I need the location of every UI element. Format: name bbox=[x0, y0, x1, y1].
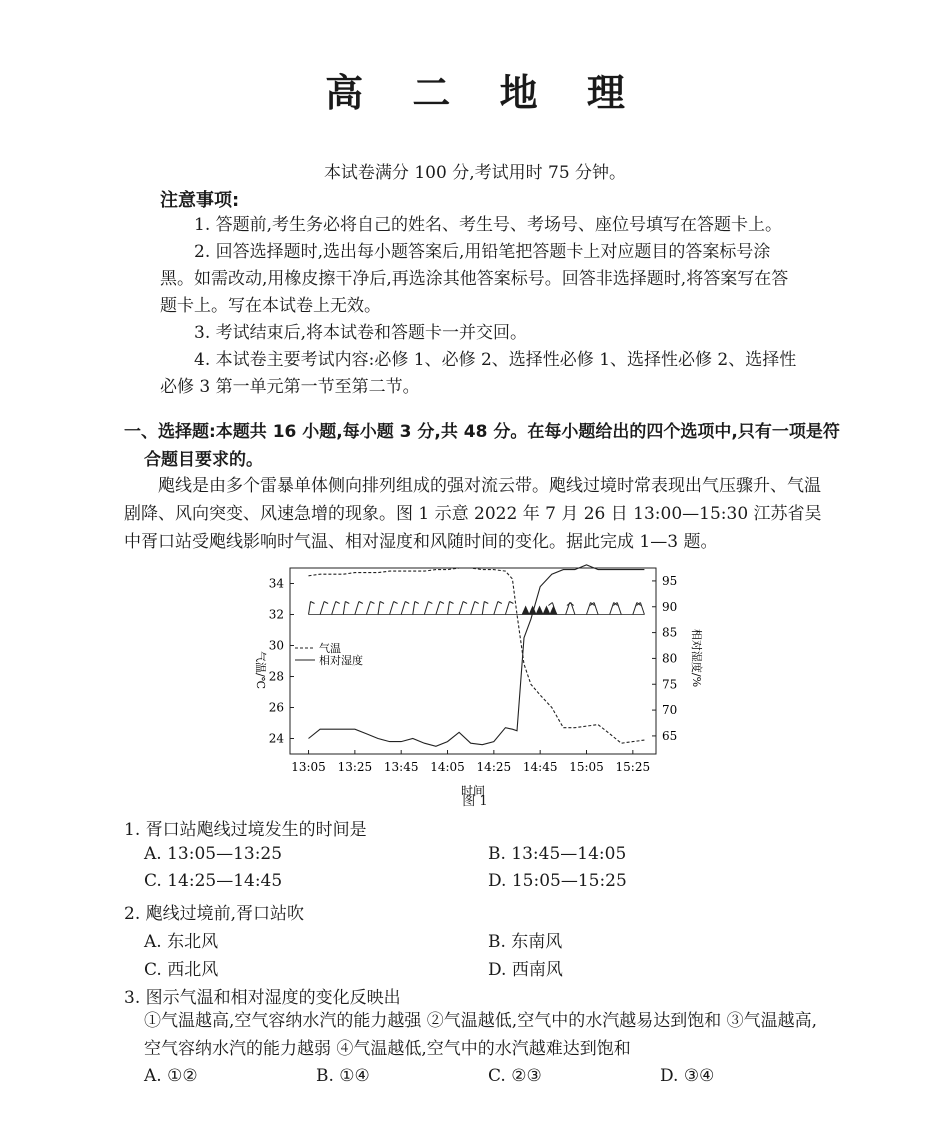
x-axis-label: 时间 bbox=[460, 784, 486, 798]
notice-heading: 注意事项: bbox=[160, 190, 240, 211]
wind-barb bbox=[571, 603, 575, 615]
y-left-tick-label: 34 bbox=[268, 576, 284, 591]
wind-barb bbox=[482, 602, 484, 615]
wind-barb bbox=[633, 603, 637, 615]
wind-barb bbox=[459, 602, 463, 615]
y-right-tick-label: 95 bbox=[662, 573, 678, 588]
wind-flag bbox=[542, 606, 550, 615]
wind-barb bbox=[617, 603, 621, 615]
notice-item: 1. 答题前,考生务必将自己的姓名、考生号、考场号、座位号填写在答题卡上。 bbox=[194, 215, 783, 235]
y-right-tick-label: 65 bbox=[662, 728, 678, 743]
x-tick-label: 13:05 bbox=[291, 760, 326, 774]
wind-barb bbox=[366, 602, 370, 615]
wind-barb bbox=[309, 602, 311, 615]
wind-flag bbox=[536, 606, 544, 615]
y-right-tick-label: 70 bbox=[662, 703, 678, 718]
y-right-tick-label: 80 bbox=[662, 651, 678, 666]
wind-barb-feather bbox=[428, 602, 432, 604]
wind-barb-feather bbox=[394, 602, 398, 604]
question-3-statements: ①气温越高,空气容纳水汽的能力越强 ②气温越低,空气中的水汽越易达到饱和 ③气温越高,空气容纳水汽的能力越弱 ④气温越低,空气中的水汽越难达到饱和 bbox=[144, 1011, 818, 1059]
q3-option-c: C. ②③ bbox=[488, 1066, 542, 1086]
wind-barb bbox=[401, 602, 405, 615]
y-right-tick-label: 75 bbox=[662, 677, 678, 692]
question-intro: 飑线是由多个雷暴单体侧向排列组成的强对流云带。飑线过境时常表现出气压骤升、气温剧降、风向突变、风速急增的现象。图 1 示意 2022 年 7 月 26 日 13:00—15:30 江苏省吴中胥口站受飑线影响时气温、相对湿度和风随时间的变化。据此完成 1—3 题。 bbox=[124, 476, 822, 552]
wind-barb-feather bbox=[440, 602, 444, 604]
x-tick-label: 14:25 bbox=[476, 760, 512, 774]
wind-barb-feather bbox=[336, 602, 340, 604]
x-tick-label: 15:05 bbox=[569, 760, 604, 774]
q2-option-a: A. 东北风 bbox=[144, 932, 219, 952]
notice-item: 4. 本试卷主要考试内容:必修 1、必修 2、选择性必修 1、选择性必修 2、选择性必修 3 第一单元第一节至第二节。 bbox=[160, 350, 797, 397]
wind-flag bbox=[529, 606, 537, 615]
q2-option-b: B. 东南风 bbox=[488, 932, 563, 952]
q1-option-d: D. 15:05—15:25 bbox=[488, 871, 627, 891]
wind-barb-feather bbox=[484, 602, 488, 604]
y-left-tick-label: 28 bbox=[268, 669, 284, 684]
wind-barb-feather bbox=[463, 602, 467, 604]
x-tick-label: 14:45 bbox=[522, 760, 558, 774]
y-right-tick-label: 85 bbox=[662, 625, 678, 640]
wind-barb bbox=[610, 603, 614, 615]
wind-barb bbox=[390, 602, 394, 615]
wind-barb-feather bbox=[324, 602, 328, 604]
q1-option-c: C. 14:25—14:45 bbox=[144, 871, 283, 891]
y-axis-left-label: 气温/℃ bbox=[254, 650, 267, 690]
wind-barb bbox=[587, 603, 591, 615]
wind-barb-feather bbox=[415, 602, 419, 604]
wind-barb bbox=[448, 602, 450, 615]
wind-barb-feather bbox=[450, 602, 454, 604]
y-left-tick-label: 24 bbox=[268, 731, 284, 746]
question-2-stem: 2. 飑线过境前,胥口站吹 bbox=[124, 904, 305, 924]
y-right-tick-label: 90 bbox=[662, 599, 678, 614]
y-left-tick-label: 26 bbox=[268, 700, 284, 715]
wind-barb bbox=[640, 603, 644, 615]
legend bbox=[295, 641, 363, 667]
wind-flag bbox=[522, 606, 530, 615]
q3-option-d: D. ③④ bbox=[660, 1066, 715, 1086]
q2-option-c: C. 西北风 bbox=[144, 960, 219, 980]
notice-list bbox=[160, 212, 800, 401]
x-tick-label: 14:05 bbox=[430, 760, 465, 774]
wind-barb bbox=[436, 602, 440, 615]
wind-barb-feather bbox=[345, 602, 349, 604]
wind-barb bbox=[594, 603, 598, 615]
q1-option-b: B. 13:45—14:05 bbox=[488, 844, 627, 864]
legend-label-temperature: 气温 bbox=[319, 642, 341, 655]
exam-info: 本试卷满分 100 分,考试用时 75 分钟。 bbox=[323, 163, 627, 183]
wind-barb-feather bbox=[380, 602, 384, 604]
wind-barb-feather bbox=[548, 603, 552, 606]
wind-barb bbox=[413, 602, 415, 615]
notice-item: 2. 回答选择题时,选出每小题答案后,用铅笔把答题卡上对应题目的答案标号涂黑。如需改动,用橡皮擦干净后,再选涂其他答案标号。回答非选择题时,将答案写在答题卡上。写在本试卷上无效。 bbox=[160, 242, 789, 316]
wind-barb-feather bbox=[405, 602, 409, 604]
figure-caption: 图 1 bbox=[462, 794, 488, 809]
wind-barb bbox=[332, 602, 336, 615]
wind-barb bbox=[471, 602, 475, 615]
wind-barb bbox=[320, 602, 324, 615]
wind-barb-feather bbox=[359, 602, 363, 604]
y-left-tick-label: 30 bbox=[268, 638, 284, 653]
q3-option-a: A. ①② bbox=[144, 1066, 198, 1086]
wind-barb bbox=[494, 602, 498, 615]
x-tick-label: 13:25 bbox=[337, 760, 373, 774]
y-left-tick-label: 32 bbox=[268, 607, 284, 622]
wind-barb-feather bbox=[498, 602, 502, 604]
q3-option-b: B. ①④ bbox=[316, 1066, 370, 1086]
question-1-stem: 1. 胥口站飑线过境发生的时间是 bbox=[124, 820, 367, 840]
wind-barb bbox=[505, 602, 509, 615]
figure-1-chart bbox=[240, 560, 703, 810]
section-heading: 一、选择题:本题共 16 小题,每小题 3 分,共 48 分。在每小题给出的四个选项中,只有一项是符合题目要求的。 bbox=[124, 422, 840, 470]
x-tick-label: 15:25 bbox=[615, 760, 651, 774]
notice-item: 3. 考试结束后,将本试卷和答题卡一并交回。 bbox=[194, 323, 528, 343]
q2-option-d: D. 西南风 bbox=[488, 960, 563, 980]
chart-svg bbox=[240, 560, 703, 810]
legend-label-humidity: 相对湿度 bbox=[319, 654, 363, 667]
wind-barb bbox=[355, 602, 359, 615]
wind-barb-feather bbox=[311, 602, 315, 604]
y-axis-right-label: 相对湿度/% bbox=[690, 628, 703, 688]
wind-barb bbox=[424, 602, 428, 615]
q1-option-a: A. 13:05—13:25 bbox=[144, 844, 283, 864]
x-tick-label: 13:45 bbox=[383, 760, 419, 774]
wind-barb-feather bbox=[509, 602, 513, 604]
wind-barb bbox=[378, 602, 380, 615]
page-title: 高 二 地 理 bbox=[325, 71, 643, 115]
question-3-stem: 3. 图示气温和相对湿度的变化反映出 bbox=[124, 988, 401, 1008]
wind-barb bbox=[343, 602, 345, 615]
wind-barb-feather bbox=[370, 602, 374, 604]
wind-barb-feather bbox=[475, 602, 479, 604]
